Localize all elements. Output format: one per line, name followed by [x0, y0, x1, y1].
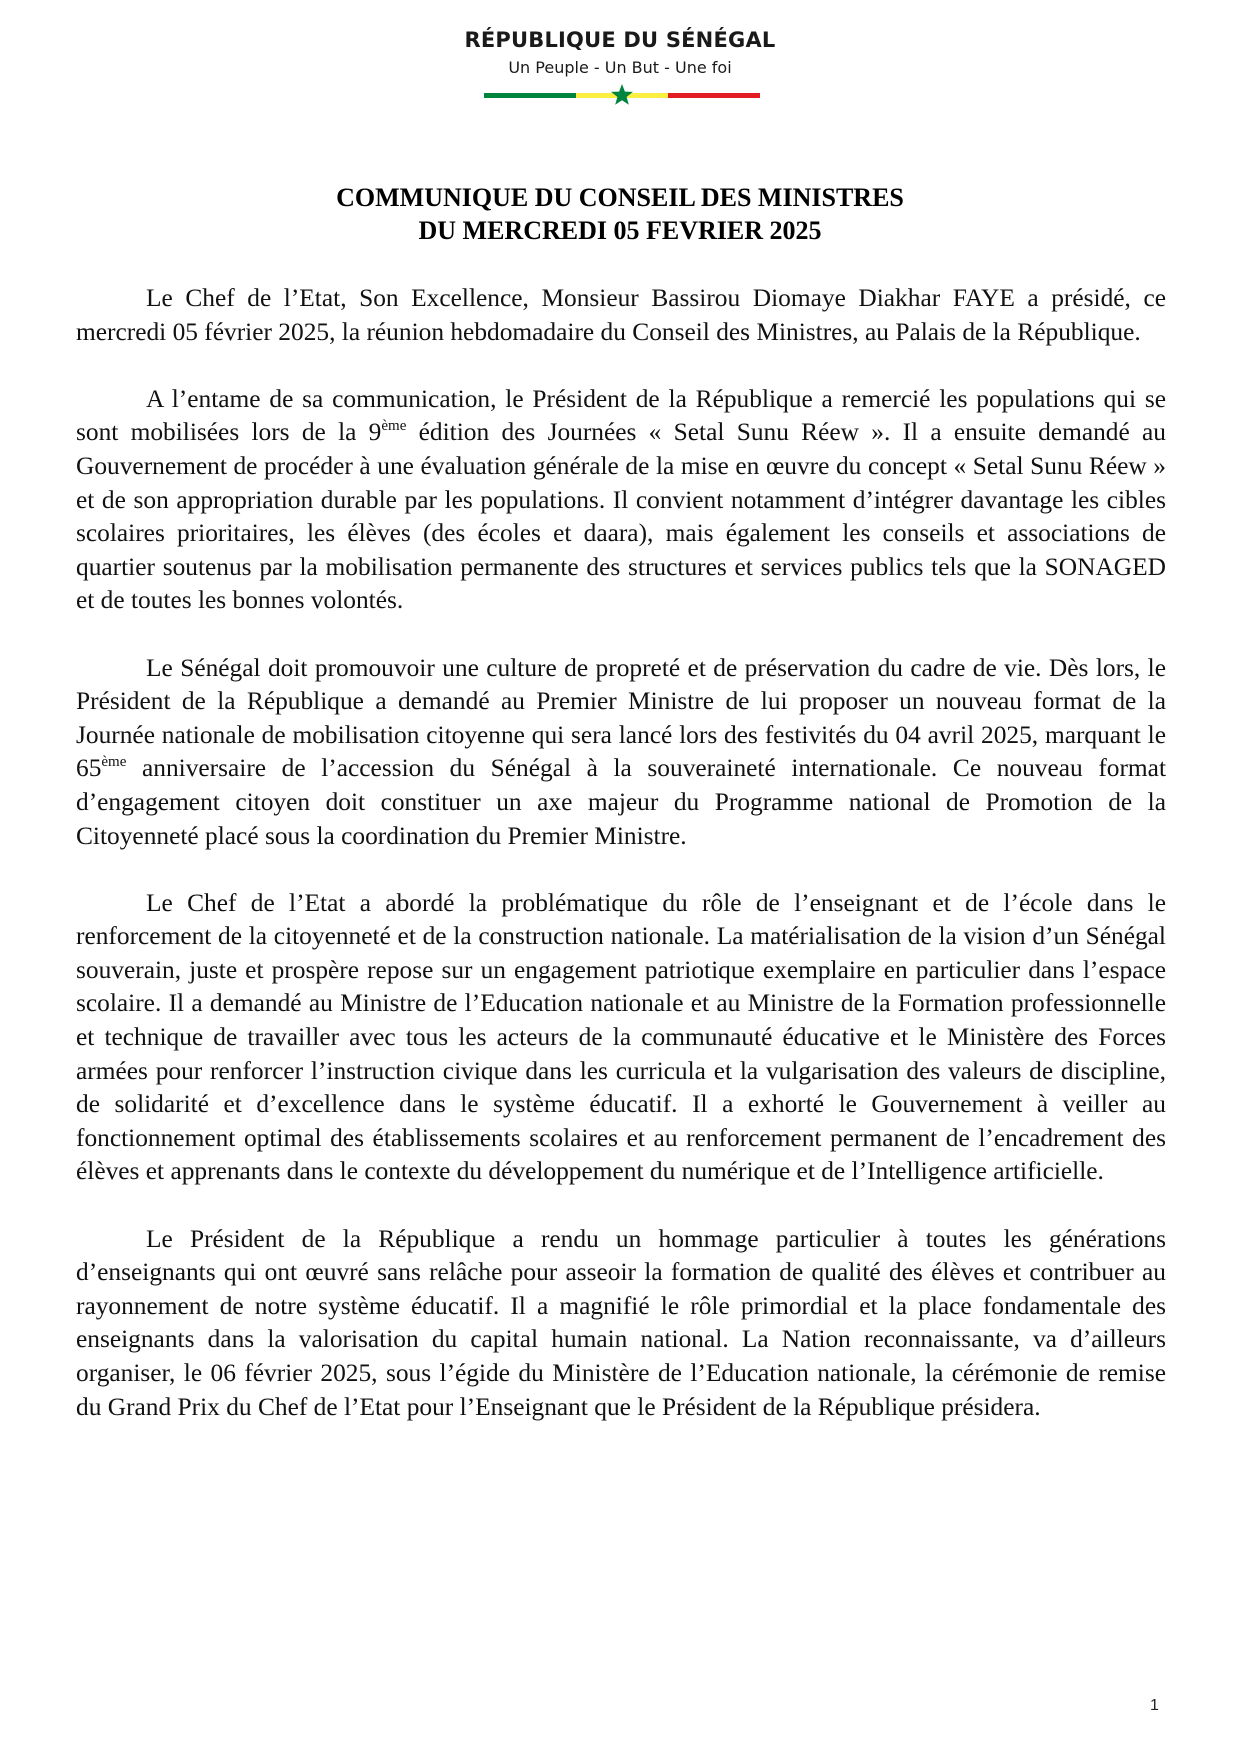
paragraph-4: Le Chef de l’Etat a abordé la problématique du rôle de l’enseignant et de l’école dans le renforcement de la citoyenneté et de la construction nationale. La matérialisation de la vision d’un Sénégal souverain, juste et prospère repose sur un engagement patriotique exemplaire en particulier dans l’espace scolaire. Il a demandé au Ministre de l’Education nationale et au Ministre de la Formation professionnelle et technique de travailler avec tous les acteurs de la communauté éducative et le Ministère des Forces armées pour renforcer l’instruction civique dans les curricula et la vulgarisation des valeurs de discipline, de solidarité et d’excellence dans le système éducatif. Il a exhorté le Gouvernement à veiller au fonctionnement optimal des établissements scolaires et au renforcement permanent de l’encadrement des élèves et apprenants dans le contexte du développement du numérique et de l’Intelligence artificielle. — [76, 888, 1166, 1186]
ordinal-superscript: ème — [101, 754, 127, 771]
paragraph-2 — [76, 383, 1166, 618]
flag-red-stripe — [668, 93, 760, 98]
ordinal-superscript: ème — [381, 418, 407, 435]
paragraph-1: Le Chef de l’Etat, Son Excellence, Monsieur Bassirou Diomaye Diakhar FAYE a présidé, ce mercredi 05 février 2025, la réunion hebdomadaire du Conseil des Ministres, au Palais de la République. — [76, 284, 1166, 346]
country-name: RÉPUBLIQUE DU SÉNÉGAL — [464, 28, 776, 52]
document-body — [76, 282, 1166, 1458]
paragraph-2-part-a: A l’entame de sa communication, le Président de la République a remercié les populations qui se sont mobilisées lors de la 9 — [76, 384, 1166, 447]
flag-green-stripe — [484, 93, 576, 98]
paragraph-2-part-b: édition des Journées « Setal Sunu Réew ». Il a ensuite demandé au Gouvernement de procéder à une évaluation générale de la mise en œuvre du concept « Setal Sunu Réew » et de son appropriation durable par les populations. Il convient notamment d’intégrer davantage les cibles scolaires prioritaires, les élèves (des écoles et daara), mais également les conseils et associations de quartier soutenus par la mobilisation permanente des structures et services publics tels que la SONAGED et de toutes les bonnes volontés. — [76, 418, 1166, 615]
paragraph-3-part-a: Le Sénégal doit promouvoir une culture de propreté et de préservation du cadre de vie. Dès lors, le Président de la République a demandé au Premier Ministre de lui proposer un nouveau format de la Journée nationale de mobilisation citoyenne qui sera lancé lors des festivités du 04 avril 2025, marquant le 65 — [76, 653, 1166, 783]
document-title-line-2: DU MERCREDI 05 FEVRIER 2025 — [418, 216, 822, 245]
national-motto: Un Peuple - Un But - Une foi — [508, 58, 732, 77]
flag-stripe-icon — [484, 84, 760, 106]
letterhead — [0, 22, 1240, 112]
paragraph-5: Le Président de la République a rendu un hommage particulier à toutes les générations d’enseignants qui ont œuvré sans relâche pour asseoir la formation de qualité des élèves et contribuer au rayonnement de notre système éducatif. Il a magnifié le rôle primordial et la place fondamentale des enseignants dans la valorisation du capital humain national. La Nation reconnaissante, va d’ailleurs organiser, le 06 février 2025, sous l’égide du Ministère de l’Education nationale, la cérémonie de remise du Grand Prix du Chef de l’Etat pour l’Enseignant que le Président de la République présidera. — [76, 1224, 1166, 1421]
paragraph-3-part-b: anniversaire de l’accession du Sénégal à la souveraineté internationale. Ce nouveau format d’engagement citoyen doit constituer un axe majeur du Programme national de Promotion de la Citoyenneté placé sous la coordination du Premier Ministre. — [76, 754, 1166, 850]
document-title-line-1: COMMUNIQUE DU CONSEIL DES MINISTRES — [336, 183, 904, 212]
document-title — [0, 181, 1240, 247]
paragraph-3 — [76, 652, 1166, 854]
page-number: 1 — [1150, 1697, 1159, 1714]
green-star-icon — [611, 84, 633, 105]
